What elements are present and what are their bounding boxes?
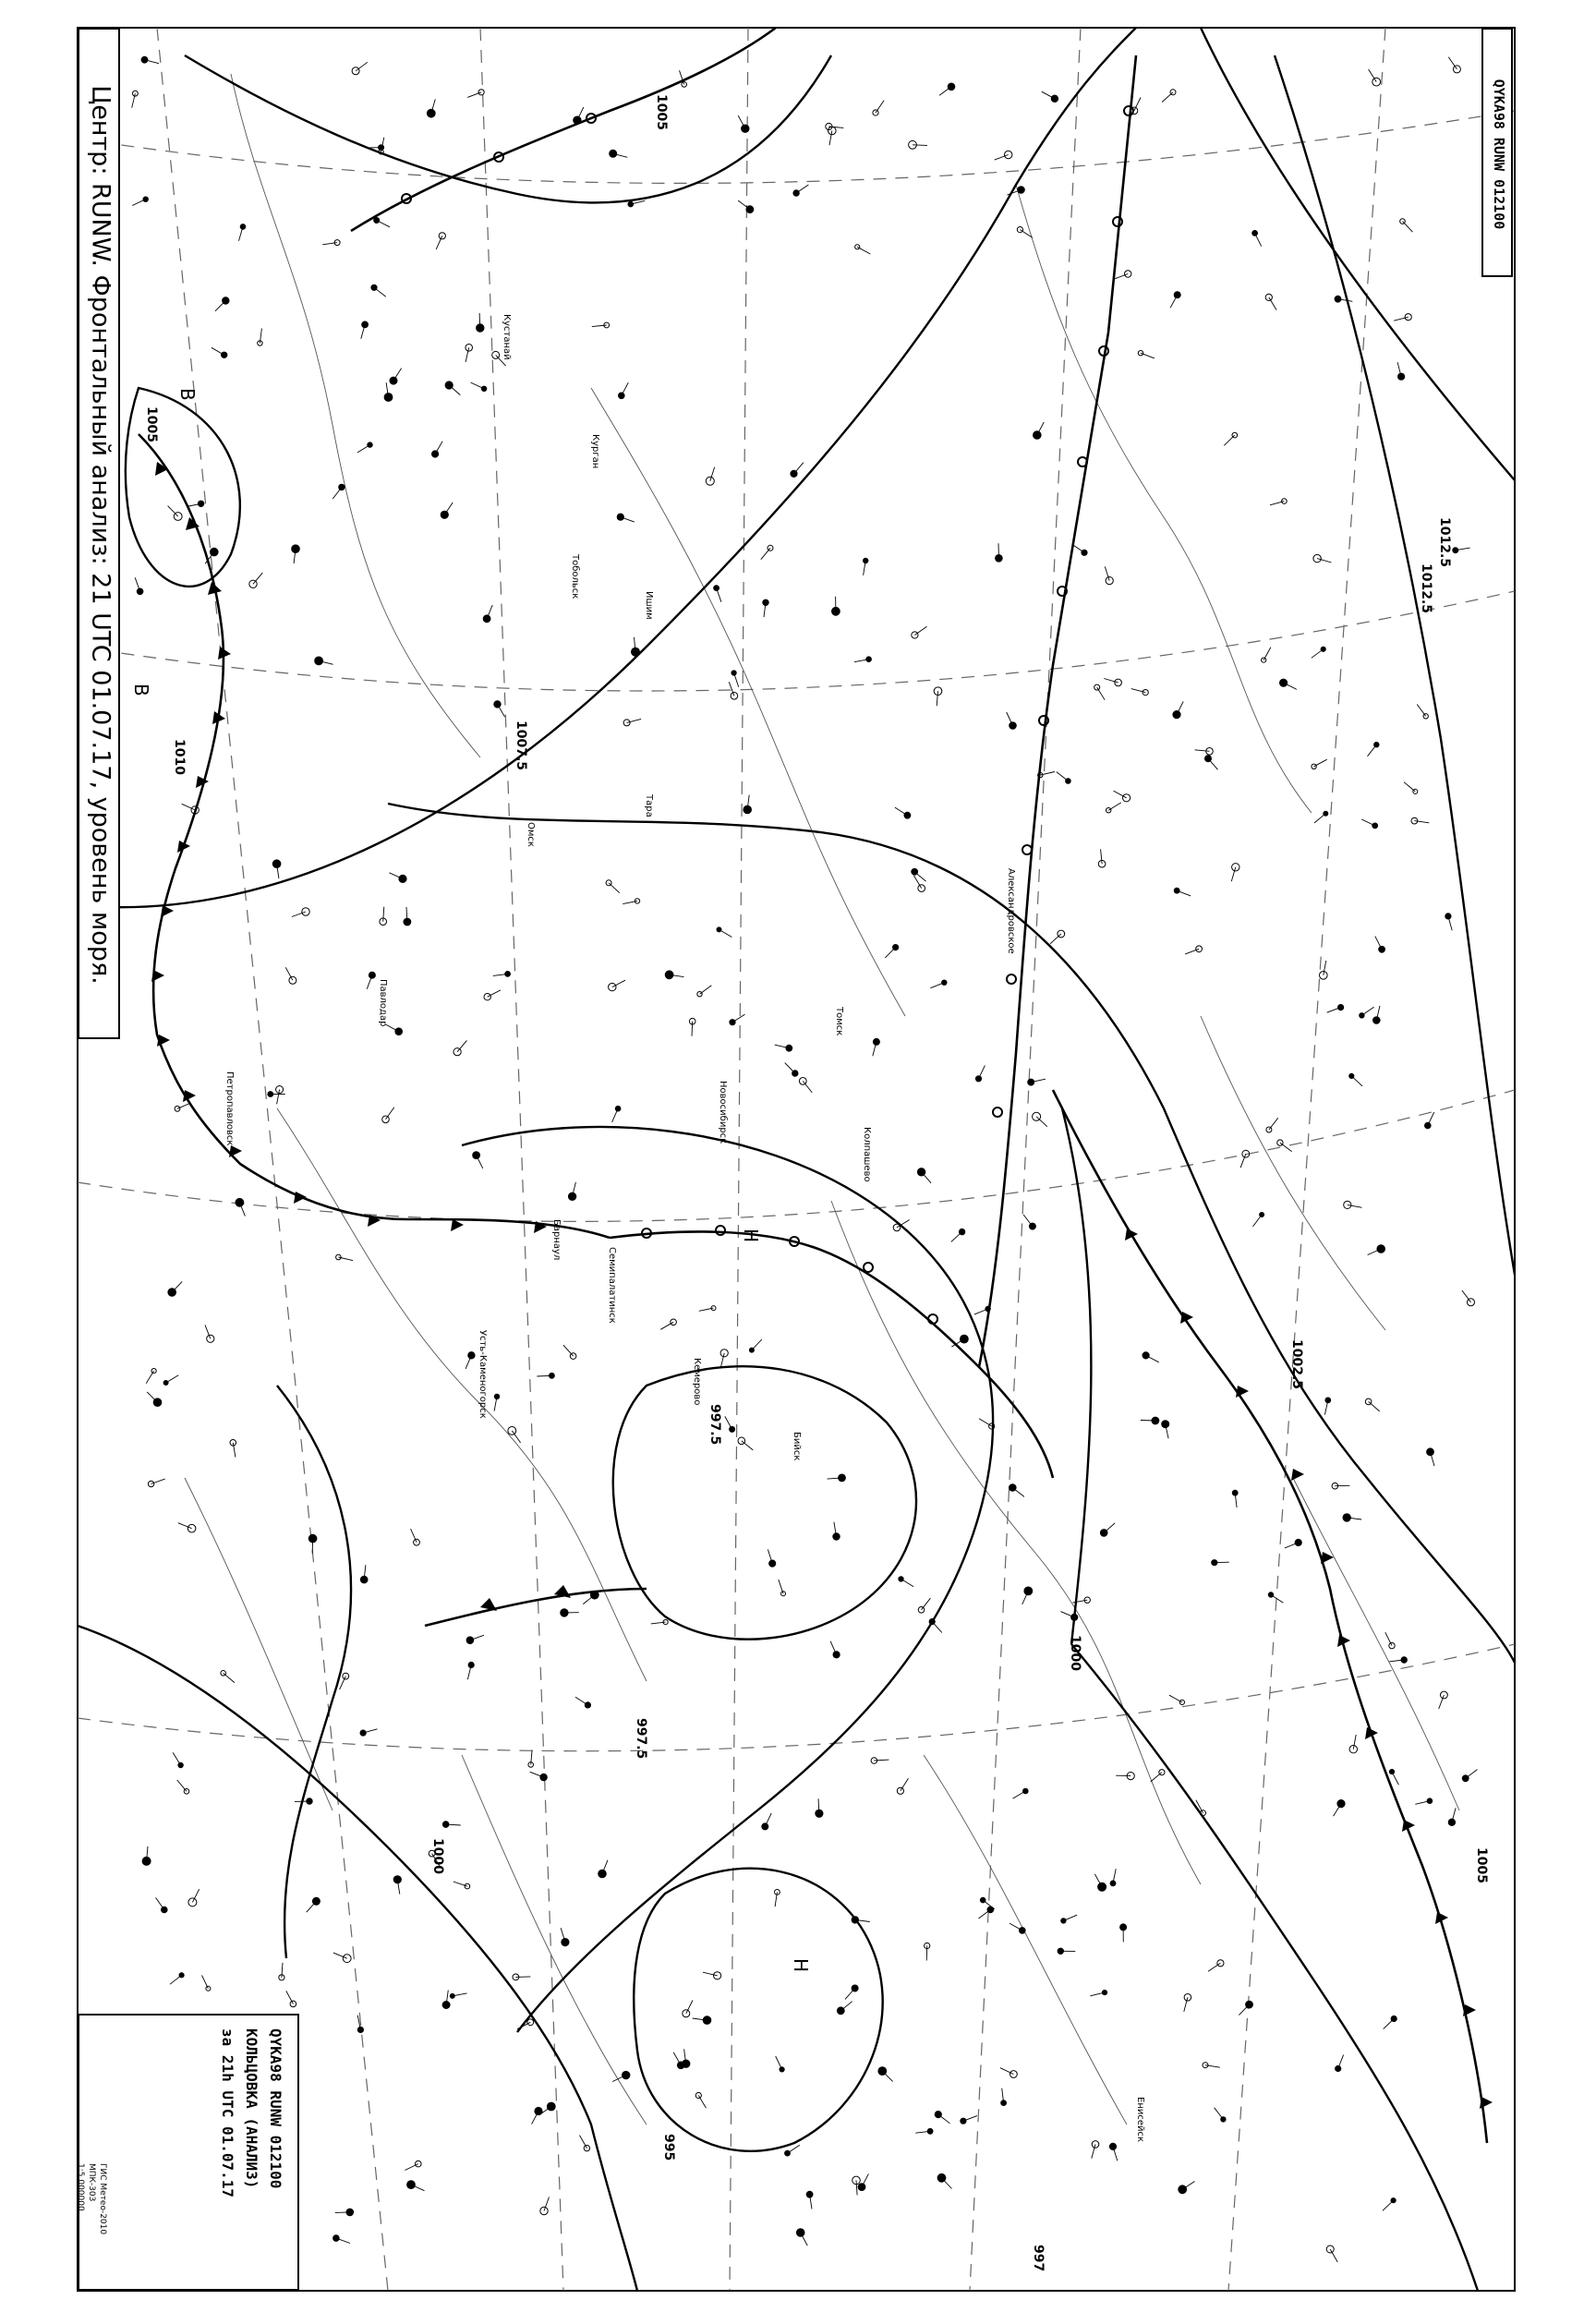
wind-barb-icon xyxy=(177,1103,191,1108)
wind-barb-icon xyxy=(374,287,386,297)
wind-barb-icon xyxy=(1417,705,1426,717)
wind-barb-icon xyxy=(1255,233,1262,246)
wind-barb-icon xyxy=(734,673,739,687)
station-circle-icon xyxy=(368,442,372,447)
wind-barb-icon xyxy=(212,347,224,355)
legend-line-3: за 21h UTC 01.07.17 xyxy=(219,2028,236,2198)
wind-barb-icon xyxy=(1351,1076,1362,1086)
isobar-1000-east xyxy=(1071,1644,1478,2291)
place-name: Колпашево xyxy=(862,1127,872,1182)
wind-barb-icon xyxy=(1177,890,1191,896)
isobars xyxy=(78,28,1515,2291)
isobar-label: 1000 xyxy=(430,1838,445,1874)
wind-barb-icon xyxy=(1338,2055,1344,2069)
wind-barb-icon xyxy=(277,1090,280,1105)
wind-barb-icon xyxy=(922,1172,932,1183)
isobar-label: 1005 xyxy=(144,406,159,442)
wind-barb-icon xyxy=(1023,1215,1033,1227)
place-name: Семипалатинск xyxy=(607,1247,617,1324)
wind-barb-icon xyxy=(1224,435,1235,445)
place-name: Тара xyxy=(644,794,654,817)
wind-barb-icon xyxy=(178,1523,192,1529)
wind-barb-icon xyxy=(544,2197,550,2211)
wind-barb-icon xyxy=(444,502,453,514)
wind-barb-icon xyxy=(885,948,895,958)
wind-barb-icon xyxy=(356,62,368,71)
wind-barb-icon xyxy=(147,1392,157,1402)
wind-barb-icon xyxy=(515,1977,530,1978)
wind-barb-icon xyxy=(922,1598,931,1610)
station-circle-icon xyxy=(1174,888,1179,893)
isobar-label: 997 xyxy=(1031,2245,1046,2272)
isobar-label: 997.5 xyxy=(634,1718,648,1760)
place-name: Усть-Каменогорск xyxy=(478,1330,488,1419)
coordinate-grid xyxy=(78,28,1515,2291)
wind-barb-icon xyxy=(1195,750,1210,752)
wind-barb-icon xyxy=(901,1778,909,1791)
station-circle-icon xyxy=(609,983,616,990)
isobar-1000 xyxy=(462,1127,993,2032)
wind-barb-icon xyxy=(1334,1804,1341,1817)
wind-barb-icon xyxy=(1271,1595,1283,1604)
map-title: Центр: RUNW. Фронтальный анализ: 21 UTC 01.07.17, уровень моря. xyxy=(86,85,115,985)
low-center-label: Н xyxy=(740,1229,762,1243)
wind-barb-icon xyxy=(1146,1355,1159,1362)
wind-barb-icon xyxy=(913,145,927,146)
isobar-label: 1005 xyxy=(654,94,669,130)
isobar-1012-5-east xyxy=(1275,55,1515,1275)
legend-credit-2: МПК-303 xyxy=(87,2163,96,2202)
wind-barb-icon xyxy=(974,1309,988,1314)
station-circle-icon xyxy=(441,511,448,518)
wind-barb-icon xyxy=(1012,1488,1024,1497)
wind-barb-icon xyxy=(1141,353,1155,358)
wind-barb-icon xyxy=(1404,782,1415,792)
wind-barb-icon xyxy=(1042,91,1055,99)
wind-barb-icon xyxy=(386,1108,394,1120)
wind-barb-icon xyxy=(202,1975,209,1988)
wind-barb-icon xyxy=(1375,937,1382,950)
map-frame xyxy=(78,28,1515,2291)
isobar-1012-5 xyxy=(1201,28,1515,480)
wind-barb-icon xyxy=(845,1989,855,2000)
station-circle-icon xyxy=(1051,95,1058,102)
isobar-label: 1002.5 xyxy=(1289,1339,1304,1390)
wind-barb-icon xyxy=(609,883,620,893)
isobar-label: 995 xyxy=(661,2134,676,2161)
wind-barb-icon xyxy=(405,2164,417,2171)
wind-barb-icon xyxy=(673,2052,681,2065)
wind-barb-icon xyxy=(170,1975,182,1984)
wind-barb-icon xyxy=(1097,687,1105,700)
wind-barb-icon xyxy=(253,573,262,584)
wind-barb-icon xyxy=(1361,1007,1373,1015)
wind-barb-icon xyxy=(938,2114,950,2124)
wind-barb-icon xyxy=(698,2096,706,2109)
wind-barb-icon xyxy=(1361,819,1375,826)
cold-fronts xyxy=(139,434,1487,2143)
wind-barb-icon xyxy=(788,2145,800,2153)
wind-barb-icon xyxy=(1104,1523,1115,1533)
station-circle-icon xyxy=(508,1427,516,1435)
bulletin-header: QYKA98 RUNW 012100 xyxy=(1491,79,1507,230)
wind-barb-icon xyxy=(840,2002,852,2011)
wind-barb-icon xyxy=(1369,1401,1380,1411)
wind-barb-icon xyxy=(1072,544,1084,552)
station-circle-icon xyxy=(985,1306,990,1311)
wind-barb-icon xyxy=(719,929,732,937)
wind-barb-icon xyxy=(901,1579,914,1586)
wind-barb-icon xyxy=(1050,934,1061,944)
wind-barb-icon xyxy=(930,983,944,988)
legend-credit-1: ГИС Метео-2010 xyxy=(98,2163,107,2235)
wind-barb-icon xyxy=(1385,1632,1392,1645)
wind-barb-icon xyxy=(761,548,770,559)
wind-barb-icon xyxy=(942,2178,952,2189)
place-name: Барнаул xyxy=(551,1219,562,1261)
wind-barb-icon xyxy=(457,1040,466,1051)
wind-barb-icon xyxy=(1314,759,1327,767)
place-name: Павлодар xyxy=(378,979,388,1027)
wind-barb-icon xyxy=(173,1752,180,1765)
wind-barb-icon xyxy=(512,1431,520,1443)
wind-barb-icon xyxy=(580,2136,587,2149)
wind-barb-icon xyxy=(1383,2200,1394,2210)
wind-barb-icon xyxy=(829,131,832,146)
wind-barb-icon xyxy=(1239,2004,1249,2016)
place-name: Кустанай xyxy=(502,314,512,360)
wind-barb-icon xyxy=(333,1953,347,1958)
wind-barb-icon xyxy=(1324,961,1326,975)
place-name: Александровское xyxy=(1006,868,1016,954)
place-name: Томск xyxy=(834,1007,844,1036)
wind-barb-icon xyxy=(1462,1290,1471,1302)
wind-barb-icon xyxy=(1036,1117,1047,1127)
high-center-label: В xyxy=(130,684,152,696)
wind-barb-icon xyxy=(725,1416,732,1429)
wind-barb-icon xyxy=(1448,57,1457,69)
wind-barb-icon xyxy=(1269,1118,1278,1130)
wind-barb-icon xyxy=(856,2180,857,2195)
wind-barb-icon xyxy=(951,1232,962,1242)
wind-barb-icon xyxy=(692,1022,693,1036)
wind-barb-icon xyxy=(914,626,926,635)
wind-barb-icon xyxy=(224,1673,235,1682)
wind-barb-icon xyxy=(393,369,402,381)
wind-barb-icon xyxy=(1013,1791,1026,1798)
wind-barb-icon xyxy=(177,1780,187,1791)
wind-barb-icon xyxy=(979,1419,992,1426)
wind-barb-icon xyxy=(575,1697,587,1705)
wind-barb-icon xyxy=(1057,772,1069,781)
occluded-fronts xyxy=(351,28,1136,1478)
isobar-label: 997.5 xyxy=(707,1404,722,1446)
wind-barb-icon xyxy=(1368,744,1377,757)
wind-barb-icon xyxy=(383,907,384,922)
wind-barb-icon xyxy=(742,1441,754,1450)
wind-barb-icon xyxy=(794,463,804,474)
wind-barb-icon xyxy=(803,1081,812,1093)
station-markers xyxy=(132,56,1478,2262)
wind-barb-icon xyxy=(583,1595,595,1604)
wind-barb-icon xyxy=(779,1580,783,1593)
station-circle-icon xyxy=(1123,794,1130,802)
wind-barb-icon xyxy=(1151,1773,1162,1782)
isobar-label: 1012.5 xyxy=(1419,563,1433,614)
wind-barb-icon xyxy=(168,506,178,517)
wind-barb-icon xyxy=(1264,648,1271,660)
low-center-label: Н xyxy=(790,1958,812,1973)
wind-barb-icon xyxy=(995,155,1009,161)
wind-barb-icon xyxy=(453,1882,467,1886)
wind-barb-icon xyxy=(895,807,908,816)
wind-barb-icon xyxy=(156,1897,164,1909)
wind-barb-icon xyxy=(488,990,501,997)
wind-barb-icon xyxy=(796,185,808,193)
wind-barb-icon xyxy=(926,1946,927,1961)
wind-barb-icon xyxy=(1215,1562,1229,1563)
station-circle-icon xyxy=(1179,2185,1187,2194)
place-name: Ишим xyxy=(644,591,654,620)
station-circle-icon xyxy=(1082,550,1087,555)
wind-barb-icon xyxy=(776,2056,782,2069)
wind-barb-icon xyxy=(1330,2249,1337,2262)
wind-barb-icon xyxy=(612,1108,619,1122)
wind-barb-icon xyxy=(785,1063,795,1073)
wind-barb-icon xyxy=(1208,758,1218,769)
place-name: Бийск xyxy=(792,1432,802,1461)
wind-barb-icon xyxy=(1392,1772,1398,1785)
wind-barb-icon xyxy=(1105,566,1109,580)
wind-barb-icon xyxy=(292,912,306,917)
wind-barb-icon xyxy=(282,1963,283,1978)
wind-barb-icon xyxy=(979,1065,985,1078)
place-name: Новосибирск xyxy=(718,1081,728,1144)
wind-barb-icon xyxy=(563,1345,574,1356)
wind-barb-icon xyxy=(1253,1215,1263,1227)
legend-credit-3: 1:5 000000 xyxy=(76,2163,85,2211)
front-semicircles xyxy=(402,106,1133,1324)
wind-barb-icon xyxy=(732,1014,745,1023)
station-circle-icon xyxy=(439,233,445,239)
isobar-labels xyxy=(144,94,1489,2271)
place-name: Тобольск xyxy=(570,554,580,599)
place-name: Курган xyxy=(590,434,600,469)
wind-barb-icon xyxy=(882,2071,892,2081)
wind-barb-icon xyxy=(146,1371,153,1384)
wind-barb-icon xyxy=(1394,317,1409,321)
wind-barb-icon xyxy=(357,445,370,453)
cold-front-triangles xyxy=(151,462,1493,2109)
wind-barb-icon xyxy=(1403,222,1413,233)
isobar-label: 1012.5 xyxy=(1437,517,1452,568)
wind-barb-icon xyxy=(1208,1963,1220,1971)
isobar-1000-mid xyxy=(1062,1108,1091,1644)
station-circle-icon xyxy=(746,206,754,213)
wind-barb-icon xyxy=(166,1375,179,1383)
wind-barb-icon xyxy=(1384,2019,1395,2029)
legend-line-2: КОЛЬЦОВКА (АНАЛИЗ) xyxy=(243,2028,260,2189)
wind-barb-icon xyxy=(215,301,225,311)
wind-barb-icon xyxy=(1348,1204,1362,1207)
wind-barb-icon xyxy=(1108,803,1121,810)
wind-barb-icon xyxy=(857,247,870,254)
wind-barb-icon xyxy=(622,382,629,395)
wind-barb-icon xyxy=(932,1622,942,1633)
wind-barb-icon xyxy=(1169,1695,1182,1702)
wind-barb-icon xyxy=(340,1677,346,1690)
wind-barb-icon xyxy=(738,200,750,210)
wind-barb-icon xyxy=(1269,297,1276,310)
wind-barb-icon xyxy=(1466,1770,1478,1779)
wind-barb-icon xyxy=(1428,1112,1434,1125)
isobar-997-5-closed xyxy=(613,1366,916,1639)
wind-barb-icon xyxy=(1141,1421,1155,1422)
place-name: Кемерово xyxy=(692,1358,702,1406)
isobar-995-closed xyxy=(634,1869,882,2151)
wind-barb-icon xyxy=(700,986,712,994)
wind-barb-icon xyxy=(939,87,951,95)
station-circle-icon xyxy=(290,2001,296,2007)
pressure-centers xyxy=(130,388,812,1972)
place-name: Петропавловск xyxy=(224,1071,235,1146)
map-title-box xyxy=(78,28,120,1039)
wind-barb-icon xyxy=(132,200,146,206)
wind-barb-icon xyxy=(1215,2108,1224,2120)
wind-barb-icon xyxy=(377,221,390,227)
place-name: Енисейск xyxy=(1135,2097,1145,2143)
legend-box xyxy=(78,2014,299,2291)
wind-barb-icon xyxy=(307,1901,317,1912)
wind-barb-icon xyxy=(449,385,460,395)
isobar-label: 1007.5 xyxy=(514,720,528,771)
wind-barb-icon xyxy=(874,1760,889,1761)
wind-barb-icon xyxy=(752,1339,762,1350)
wind-barb-icon xyxy=(1162,92,1173,103)
isobar-label: 1010 xyxy=(172,739,187,775)
bulletin-header-box xyxy=(1481,28,1513,277)
station-circle-icon xyxy=(540,1773,547,1780)
wind-barb-icon xyxy=(332,487,342,499)
isobar-label: 1005 xyxy=(1474,1847,1489,1883)
wind-barb-icon xyxy=(876,101,884,113)
wind-barb-icon xyxy=(1170,295,1178,308)
isobar-1005-north xyxy=(185,55,831,202)
isobar-closed-high xyxy=(126,388,240,587)
wind-barb-icon xyxy=(471,382,484,389)
wind-barb-icon xyxy=(660,1322,673,1329)
legend-line-1: QYKA98 RUNW 012100 xyxy=(267,2028,284,2189)
place-name: Омск xyxy=(526,822,536,847)
wind-barb-icon xyxy=(172,1281,182,1292)
station-circle-icon xyxy=(1217,1960,1224,1967)
isobar-1002-west xyxy=(277,1386,351,1958)
wind-barb-icon xyxy=(1312,649,1324,659)
wind-barb-icon xyxy=(1101,849,1103,864)
wind-barb-icon xyxy=(286,1991,294,2003)
wind-barb-icon xyxy=(335,2212,350,2213)
wind-barb-icon xyxy=(717,588,721,602)
isobar-label: 1000 xyxy=(1068,1635,1082,1671)
station-circle-icon xyxy=(769,1560,776,1567)
station-circle-icon xyxy=(1389,1642,1395,1648)
wind-barb-icon xyxy=(1063,1915,1077,1920)
station-circle-icon xyxy=(720,1350,728,1357)
wind-barb-icon xyxy=(765,1813,771,1827)
wind-barb-icon xyxy=(1353,1735,1356,1749)
wind-barb-icon xyxy=(498,704,505,717)
wind-barb-icon xyxy=(1104,679,1118,683)
wind-barb-icon xyxy=(1314,814,1325,823)
wind-barb-icon xyxy=(1280,1143,1292,1152)
station-circle-icon xyxy=(343,1955,351,1963)
high-center-label: В xyxy=(176,388,199,401)
rivers-borders xyxy=(185,74,1459,2124)
wind-barb-icon xyxy=(435,442,442,454)
wind-barb-icon xyxy=(913,876,921,889)
